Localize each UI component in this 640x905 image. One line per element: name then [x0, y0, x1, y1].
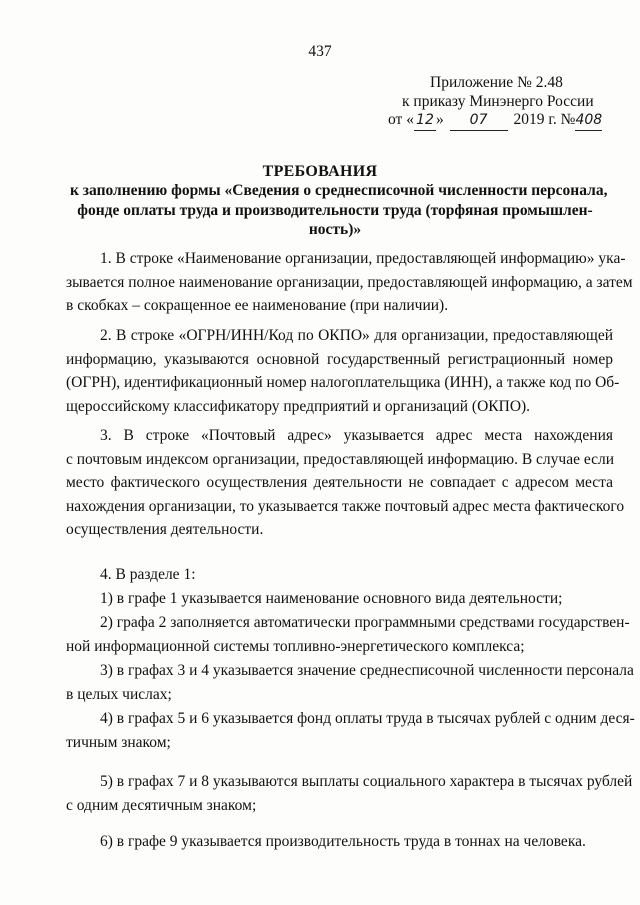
page-number: 437 [308, 43, 332, 60]
paragraph-line: 1. В строке «Наименование организации, предоставляющей информацию» ука- [100, 250, 626, 267]
paragraph-line: место фактического осуществления деятельности не совпадает с адресом места [66, 474, 613, 491]
paragraph [66, 424, 625, 542]
date-day-handwritten: 12 [414, 111, 436, 131]
paragraph-line: 3. В строке «Почтовый адрес» указывается адрес места нахождения [100, 427, 613, 444]
paragraph-line: в целых числах; [66, 685, 172, 703]
paragraph-line: тичным знаком; [66, 733, 171, 751]
date-month-handwritten: 07 [450, 111, 508, 131]
date-year-text: 2019 г. № [513, 111, 576, 128]
subtitle-line: к заполнению формы «Сведения о среднесписочной численности персонала, [70, 182, 608, 199]
paragraph-line: щероссийскому классификатору предприятий и организаций (ОКПО). [66, 397, 531, 415]
paragraph-line: информацию, указываются основной государственный регистрационный номер [66, 350, 613, 368]
document-subtitle [70, 181, 608, 240]
subtitle-line: ность)» [308, 221, 362, 238]
appendix-date-line [388, 111, 610, 131]
paragraph-line: 2. В строке «ОГРН/ИНН/Код по ОКПО» для организации, предоставляющей [100, 327, 613, 344]
paragraph-line: осуществления деятельности. [66, 521, 264, 538]
paragraph [66, 659, 634, 706]
paragraph-line: нахождения организации, то указывается также почтовый адрес места фактического [66, 497, 625, 515]
paragraph-line: (ОГРН), идентификационный номер налогоплательщика (ИНН), а также код по Об- [66, 374, 620, 391]
paragraph [66, 563, 613, 587]
appendix-title: Приложение № 2.48 [430, 74, 563, 91]
date-prefix: от « [388, 111, 414, 128]
paragraph-line: 2) графа 2 заполняется автоматически программными средствами государствен- [100, 614, 630, 631]
paragraph [66, 247, 633, 318]
paragraph-line: 1) в графе 1 указывается наименование основного вида деятельности; [100, 590, 563, 607]
paragraph-line: 3) в графах 3 и 4 указывается значение среднесписочной численности персонала [100, 662, 634, 679]
paragraph [66, 770, 633, 817]
paragraph [66, 324, 620, 418]
paragraph-line: зывается полное наименование организации, предоставляющей информацию, а затем [66, 273, 633, 291]
subtitle-line: фонде оплаты труда и производительности труда (торфяная промышлен- [77, 201, 593, 219]
paragraph-line: 4) в графах 5 и 6 указывается фонд оплаты труда в тысячах рублей с одним деся- [100, 710, 635, 727]
paragraph-line: с почтовым индексом организации, предоставляющей информацию. В случае если [66, 450, 615, 468]
date-mid: » [435, 111, 444, 128]
paragraph [66, 611, 630, 658]
paragraph-line: 6) в графе 9 указывается производительность труда в тоннах на человека. [100, 833, 586, 850]
paragraph-line: 5) в графах 7 и 8 указываются выплаты социального характера в тысячах рублей [100, 773, 633, 790]
document-title: ТРЕБОВАНИЯ [262, 163, 378, 180]
appendix-order-ref: к приказу Минэнерго России [402, 92, 594, 110]
order-number-handwritten: 408 [575, 111, 602, 131]
paragraph-line: ной информационной системы топливно-энергетического комплекса; [66, 637, 525, 655]
paragraph-line: в скобках – сокращенное ее наименование (при наличии). [66, 297, 449, 314]
paragraph-line: 4. В разделе 1: [100, 566, 196, 583]
paragraph [66, 707, 635, 754]
appendix-header [388, 74, 610, 131]
paragraph [66, 830, 613, 854]
paragraph-line: с одним десятичным знаком; [66, 796, 257, 814]
paragraph [66, 587, 613, 611]
